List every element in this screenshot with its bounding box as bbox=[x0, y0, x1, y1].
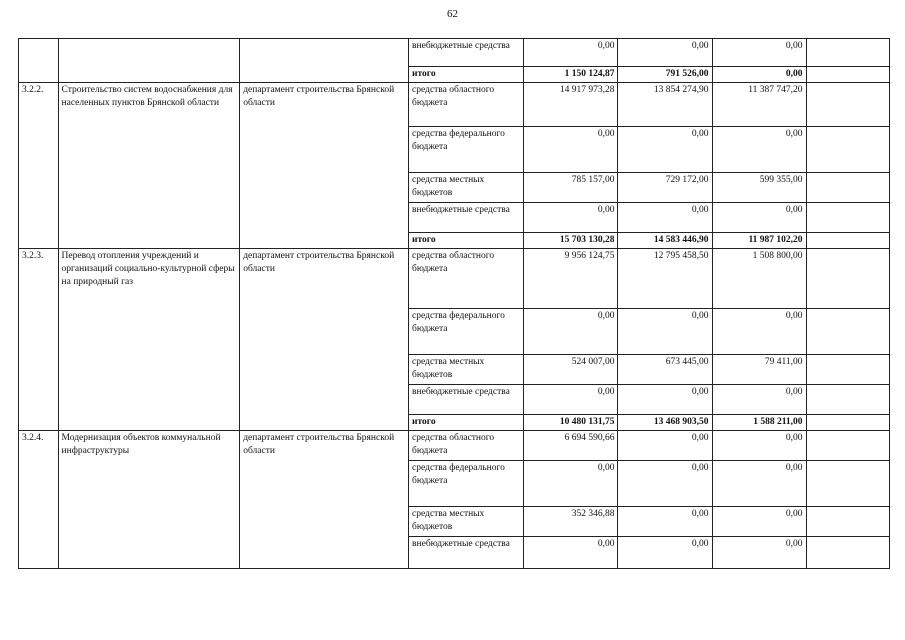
amount-cell: 729 172,00 bbox=[618, 173, 712, 203]
funding-source: средства местных бюджетов bbox=[409, 507, 524, 537]
blank-cell bbox=[806, 233, 889, 249]
amount-cell: 0,00 bbox=[524, 203, 618, 233]
item-name: Модернизация объектов коммунальной инфраструктуры bbox=[58, 431, 240, 569]
amount-cell: 79 411,00 bbox=[712, 355, 806, 385]
item-number: 3.2.3. bbox=[19, 249, 59, 431]
funding-source: итого bbox=[409, 233, 524, 249]
amount-cell: 0,00 bbox=[524, 537, 618, 569]
amount-cell: 0,00 bbox=[524, 39, 618, 67]
amount-cell: 0,00 bbox=[618, 461, 712, 507]
funding-source: средства местных бюджетов bbox=[409, 355, 524, 385]
budget-table-body bbox=[19, 39, 890, 569]
amount-cell: 0,00 bbox=[712, 39, 806, 67]
funding-source: внебюджетные средства bbox=[409, 203, 524, 233]
blank-cell bbox=[806, 355, 889, 385]
amount-cell: 0,00 bbox=[524, 461, 618, 507]
amount-cell: 0,00 bbox=[618, 385, 712, 415]
amount-cell: 673 445,00 bbox=[618, 355, 712, 385]
item-name: Строительство систем водоснабжения для населенных пунктов Брянской области bbox=[58, 83, 240, 249]
amount-cell: 0,00 bbox=[618, 127, 712, 173]
funding-source: средства федерального бюджета bbox=[409, 309, 524, 355]
amount-cell: 0,00 bbox=[712, 203, 806, 233]
funding-row bbox=[19, 431, 890, 461]
amount-cell: 599 355,00 bbox=[712, 173, 806, 203]
responsible-cell bbox=[240, 39, 409, 83]
amount-cell: 1 508 800,00 bbox=[712, 249, 806, 309]
blank-cell bbox=[806, 173, 889, 203]
funding-source: средства федерального бюджета bbox=[409, 461, 524, 507]
amount-cell: 14 917 973,28 bbox=[524, 83, 618, 127]
amount-cell: 14 583 446,90 bbox=[618, 233, 712, 249]
amount-cell: 11 987 102,20 bbox=[712, 233, 806, 249]
amount-cell: 11 387 747,20 bbox=[712, 83, 806, 127]
amount-cell: 0,00 bbox=[524, 385, 618, 415]
item-number: 3.2.2. bbox=[19, 83, 59, 249]
blank-cell bbox=[806, 461, 889, 507]
funding-source: внебюджетные средства bbox=[409, 385, 524, 415]
amount-cell: 9 956 124,75 bbox=[524, 249, 618, 309]
funding-source: средства местных бюджетов bbox=[409, 173, 524, 203]
funding-source: средства федерального бюджета bbox=[409, 127, 524, 173]
amount-cell: 0,00 bbox=[712, 461, 806, 507]
amount-cell: 0,00 bbox=[712, 309, 806, 355]
amount-cell: 15 703 130,28 bbox=[524, 233, 618, 249]
responsible-department: департамент строительства Брянской области bbox=[240, 431, 409, 569]
amount-cell: 0,00 bbox=[524, 309, 618, 355]
amount-cell: 0,00 bbox=[712, 67, 806, 83]
funding-source: внебюджетные средства bbox=[409, 39, 524, 67]
blank-cell bbox=[806, 507, 889, 537]
funding-source: средства областного бюджета bbox=[409, 431, 524, 461]
amount-cell: 6 694 590,66 bbox=[524, 431, 618, 461]
funding-source: итого bbox=[409, 415, 524, 431]
funding-source: средства областного бюджета bbox=[409, 83, 524, 127]
amount-cell: 0,00 bbox=[712, 537, 806, 569]
amount-cell: 791 526,00 bbox=[618, 67, 712, 83]
item-name: Перевод отопления учреждений и организаций социально-культурной сферы на природный газ bbox=[58, 249, 240, 431]
funding-row bbox=[19, 83, 890, 127]
funding-source: средства областного бюджета bbox=[409, 249, 524, 309]
amount-cell: 0,00 bbox=[618, 309, 712, 355]
amount-cell: 0,00 bbox=[712, 431, 806, 461]
blank-cell bbox=[806, 309, 889, 355]
amount-cell: 524 007,00 bbox=[524, 355, 618, 385]
funding-row bbox=[19, 39, 890, 67]
item-number: 3.2.4. bbox=[19, 431, 59, 569]
amount-cell: 0,00 bbox=[618, 39, 712, 67]
amount-cell: 0,00 bbox=[712, 507, 806, 537]
amount-cell: 0,00 bbox=[618, 507, 712, 537]
amount-cell: 0,00 bbox=[618, 431, 712, 461]
blank-cell bbox=[806, 83, 889, 127]
blank-cell bbox=[806, 67, 889, 83]
amount-cell: 352 346,88 bbox=[524, 507, 618, 537]
blank-cell bbox=[806, 385, 889, 415]
responsible-department: департамент строительства Брянской области bbox=[240, 83, 409, 249]
amount-cell: 13 468 903,50 bbox=[618, 415, 712, 431]
blank-cell bbox=[806, 431, 889, 461]
amount-cell: 12 795 458,50 bbox=[618, 249, 712, 309]
funding-source: внебюджетные средства bbox=[409, 537, 524, 569]
blank-cell bbox=[806, 249, 889, 309]
budget-table bbox=[18, 38, 890, 569]
blank-cell bbox=[806, 203, 889, 233]
blank-cell bbox=[806, 415, 889, 431]
blank-cell bbox=[806, 127, 889, 173]
amount-cell: 10 480 131,75 bbox=[524, 415, 618, 431]
amount-cell: 1 150 124,87 bbox=[524, 67, 618, 83]
funding-source: итого bbox=[409, 67, 524, 83]
blank-cell bbox=[806, 537, 889, 569]
blank-cell bbox=[806, 39, 889, 67]
amount-cell: 0,00 bbox=[712, 127, 806, 173]
amount-cell: 0,00 bbox=[618, 203, 712, 233]
amount-cell: 0,00 bbox=[712, 385, 806, 415]
amount-cell: 1 588 211,00 bbox=[712, 415, 806, 431]
amount-cell: 0,00 bbox=[524, 127, 618, 173]
responsible-department: департамент строительства Брянской области bbox=[240, 249, 409, 431]
amount-cell: 13 854 274,90 bbox=[618, 83, 712, 127]
amount-cell: 0,00 bbox=[618, 537, 712, 569]
funding-row bbox=[19, 249, 890, 309]
item-name-cell bbox=[58, 39, 240, 83]
item-number-cell bbox=[19, 39, 59, 83]
page-number: 62 bbox=[447, 8, 458, 20]
amount-cell: 785 157,00 bbox=[524, 173, 618, 203]
